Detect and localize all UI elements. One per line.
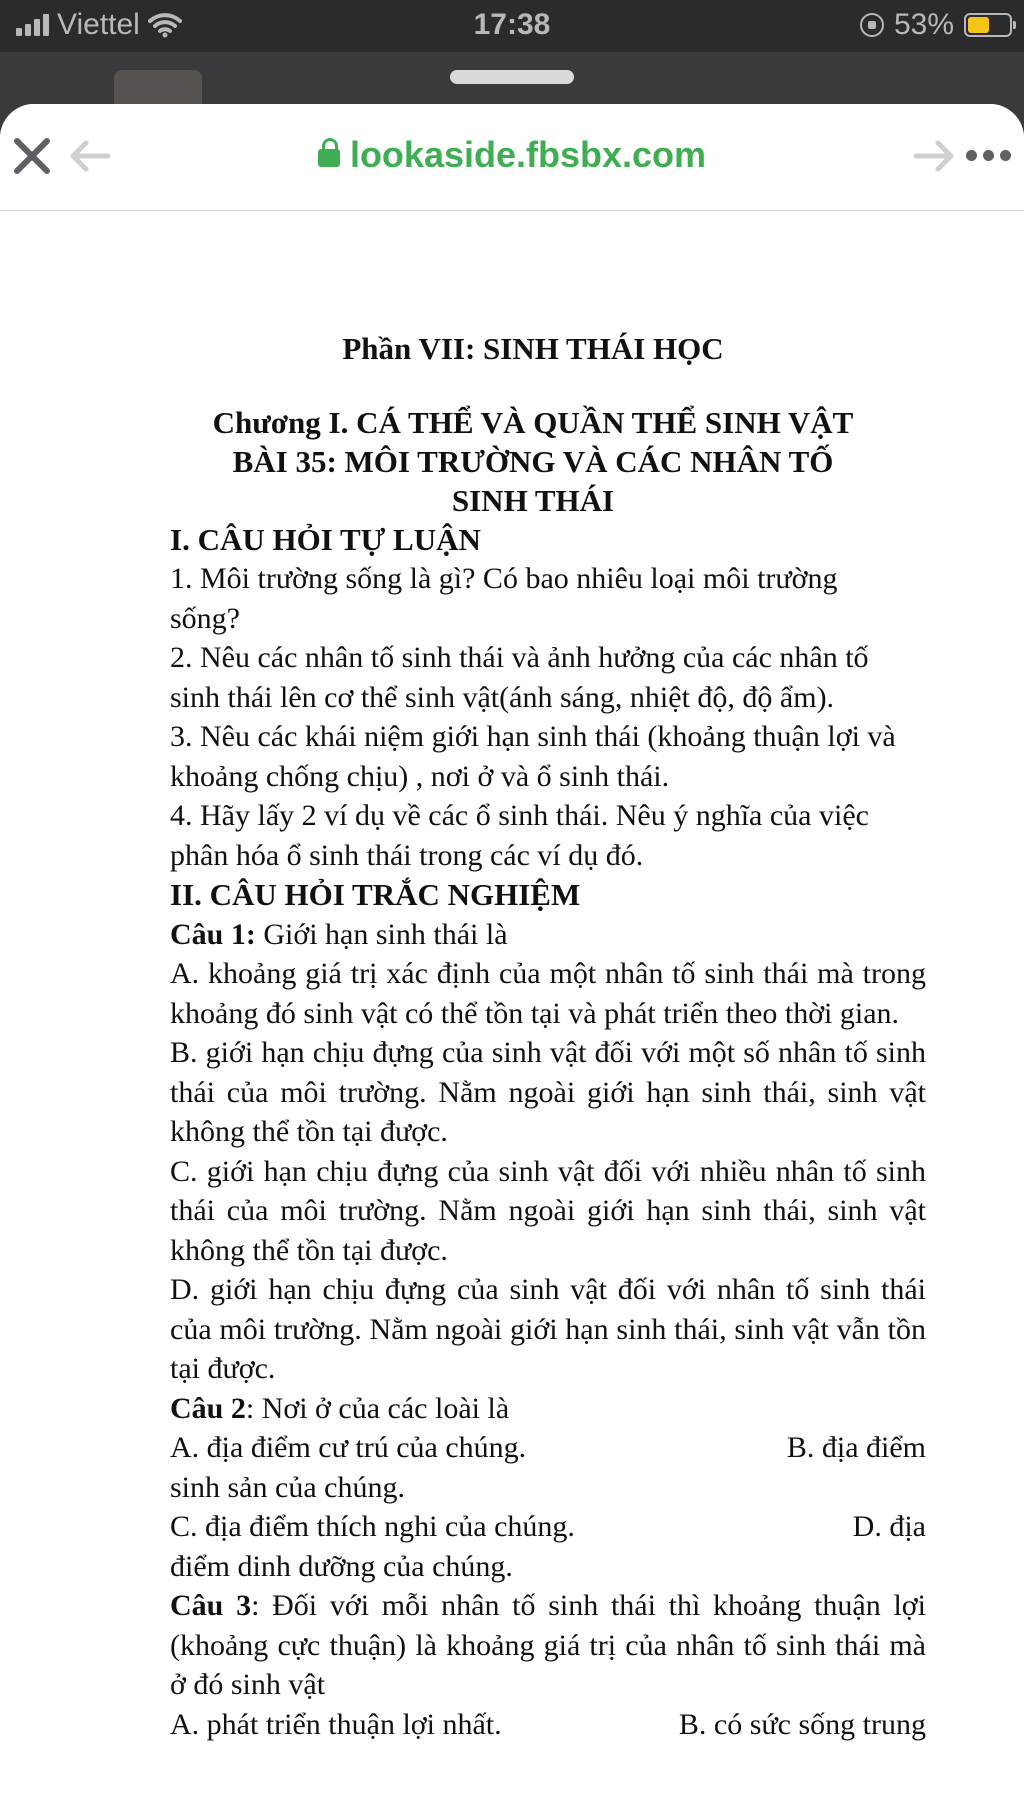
padlock-icon [318,149,340,167]
url-field[interactable] [0,134,1024,176]
question-2-option-a: A. địa điểm cư trú của chúng. [170,1431,527,1464]
question-1-option-d: D. giới hạn chịu đựng của sinh vật đối với nhân tố sinh thái của môi trường. Nằm ngoài giới hạn sinh thái, sinh vật vẫn tồn tại được. [170,1273,926,1385]
question-3-row-ab [170,1705,926,1745]
question-2-label: Câu 2 [170,1391,246,1425]
orientation-lock-icon [860,13,884,37]
question-1-option-b: B. giới hạn chịu đựng của sinh vật đối với một số nhân tố sinh thái của môi trường. Nằm ngoài giới hạn sinh thái, sinh vật không thể tồn tại được. [170,1036,926,1148]
lesson-title: BÀI 35: MÔI TRƯỜNG VÀ CÁC NHÂN TỐ [232,443,834,479]
question-3-stem: Câu 3: Đối với mỗi nhân tố sinh thái thì khoảng thuận lợi (khoảng cực thuận) là khoảng giá trị của nhân tố sinh thái mà ở đó sinh vật [170,1589,926,1701]
clock: 17:38 [473,8,551,41]
more-icon[interactable] [966,150,1011,161]
browser-nav-bar [0,104,1024,211]
browser-sheet [0,104,1024,1820]
question-3-option-a: A. phát triển thuận lợi nhất. [170,1707,502,1741]
question-3-option-b: B. có sức sống trung [678,1707,926,1741]
battery-percent: 53% [893,8,954,41]
document-page [170,329,926,1744]
question-1-option-c: C. giới hạn chịu đựng của sinh vật đối với nhiều nhân tố sinh thái của môi trường. Nằm ngoài giới hạn sinh thái, sinh vật không thể tồn tại được. [170,1154,926,1267]
chapter-title: Chương I. CÁ THỂ VÀ QUẦN THỂ SINH VẬT [212,404,854,440]
section-mcq-title: II. CÂU HỎI TRẮC NGHIỆM [170,877,581,912]
question-2-option-d-cont: điểm dinh dưỡng của chúng. [170,1549,513,1583]
question-1-option-a: A. khoảng giá trị xác định của một nhân tố sinh thái mà trong khoảng đó sinh vật có thể tồn tại và phát triển theo thời gian. [170,957,926,1030]
battery-fill [968,17,989,33]
lesson-title-cont: SINH THÁI [451,482,615,518]
sheet-grabber[interactable] [450,70,574,84]
forward-arrow-icon[interactable] [912,138,956,174]
question-2-row-ab [170,1428,926,1468]
carrier-label: Viettel [57,8,140,41]
question-2-option-c: C. địa điểm thích nghi của chúng. [170,1510,575,1543]
question-2-option-b-cont: sinh sản của chúng. [170,1470,405,1504]
url-text: lookaside.fbsbx.com [349,134,707,175]
question-3-label: Câu 3 [170,1589,252,1622]
battery-icon [964,13,1012,37]
essay-question: 3. Nêu các khái niệm giới hạn sinh thái (khoảng thuận lợi và khoảng chống chịu) , nơi ở và ổ sinh thái. [170,720,896,793]
question-1-label: Câu 1: [170,917,256,951]
question-2-option-b: B. địa điểm [786,1431,926,1464]
essay-question: 1. Môi trường sống là gì? Có bao nhiêu loại môi trường sống? [170,562,838,635]
question-1-stem: Câu 1: Giới hạn sinh thái là [170,917,508,951]
status-bar [0,0,1024,52]
question-2-row-cd [170,1507,926,1547]
question-2-option-d: D. địa [852,1510,926,1543]
part-title: Phần VII: SINH THÁI HỌC [342,331,724,366]
question-2-stem: Câu 2: Nơi ở của các loài là [170,1391,510,1425]
status-right [860,8,1012,42]
section-essay-title: I. CÂU HỎI TỰ LUẬN [170,521,481,557]
essay-question: 2. Nêu các nhân tố sinh thái và ảnh hưởng của các nhân tố sinh thái lên cơ thể sinh vật(ánh sáng, nhiệt độ, độ ẩm). [170,641,869,714]
essay-question: 4. Hãy lấy 2 ví dụ về các ổ sinh thái. Nêu ý nghĩa của việc phân hóa ổ sinh thái trong các ví dụ đó. [170,799,869,872]
